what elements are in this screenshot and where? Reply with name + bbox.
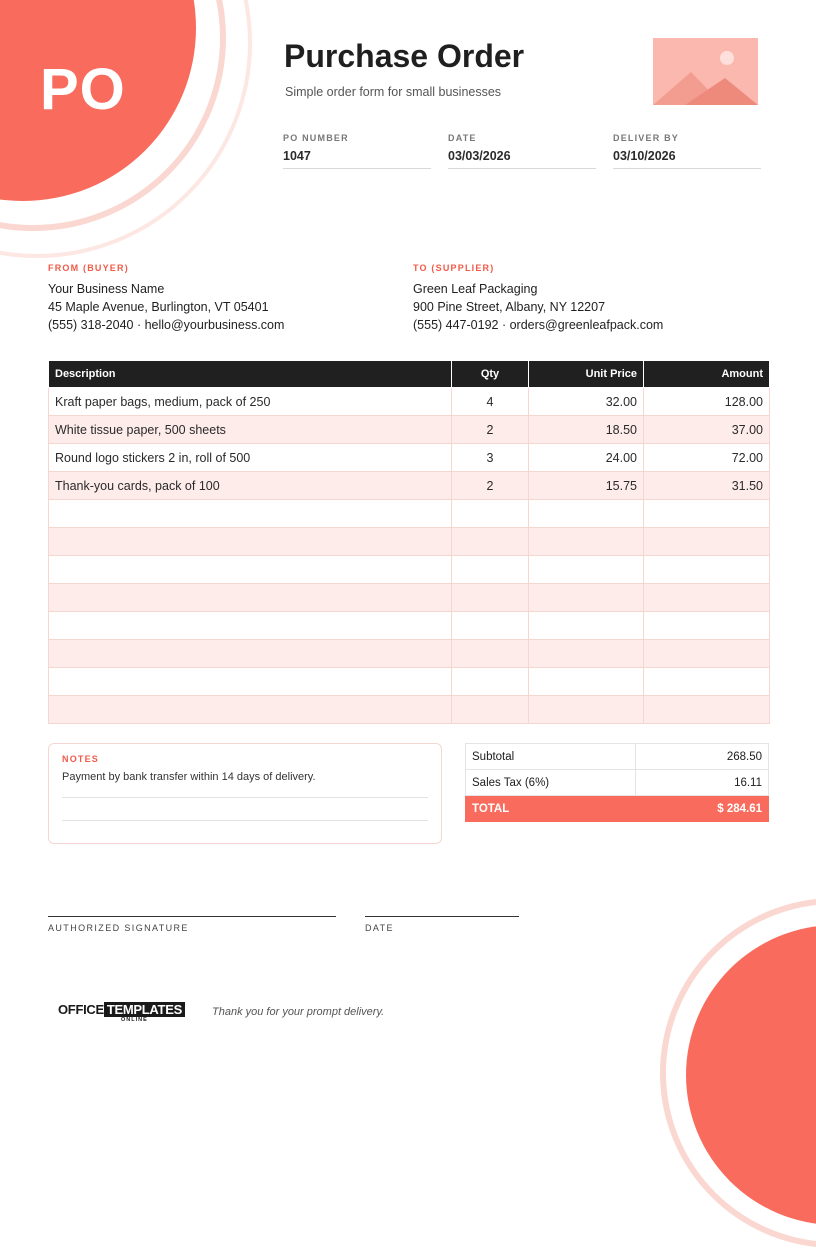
notes-text[interactable]: Payment by bank transfer within 14 days of delivery. bbox=[62, 771, 316, 783]
item-unit-price-cell[interactable]: 18.50 bbox=[529, 416, 644, 444]
page-subtitle: Simple order form for small businesses bbox=[285, 85, 502, 99]
logo-part-online: ONLINE bbox=[121, 1017, 148, 1023]
logo-part-templates: TEMPLATES bbox=[104, 1002, 185, 1017]
table-row bbox=[49, 640, 770, 668]
item-unit-price-cell[interactable]: 24.00 bbox=[529, 444, 644, 472]
item-qty-cell[interactable] bbox=[452, 584, 529, 612]
table-row bbox=[49, 388, 770, 416]
item-unit-price-cell[interactable] bbox=[529, 584, 644, 612]
supplier-contact[interactable]: (555) 447-0192 · orders@greenleafpack.com bbox=[413, 318, 664, 332]
item-qty-cell[interactable] bbox=[452, 640, 529, 668]
buyer-block bbox=[48, 263, 284, 334]
item-description-cell[interactable]: White tissue paper, 500 sheets bbox=[49, 416, 452, 444]
total-label: TOTAL bbox=[466, 796, 636, 822]
item-unit-price-cell[interactable]: 15.75 bbox=[529, 472, 644, 500]
item-unit-price-cell[interactable] bbox=[529, 612, 644, 640]
authorized-signature-line[interactable] bbox=[48, 916, 336, 933]
office-templates-logo bbox=[58, 1001, 185, 1023]
item-unit-price-cell[interactable] bbox=[529, 640, 644, 668]
item-qty-cell[interactable]: 3 bbox=[452, 444, 529, 472]
item-description-cell[interactable] bbox=[49, 500, 452, 528]
item-amount-cell[interactable]: 128.00 bbox=[644, 388, 770, 416]
buyer-name[interactable]: Your Business Name bbox=[48, 282, 165, 296]
item-amount-cell[interactable] bbox=[644, 500, 770, 528]
tax-value[interactable]: 16.11 bbox=[636, 770, 769, 796]
item-qty-cell[interactable] bbox=[452, 612, 529, 640]
po-number-value: 1047 bbox=[283, 149, 311, 163]
item-unit-price-cell[interactable] bbox=[529, 528, 644, 556]
item-amount-cell[interactable] bbox=[644, 696, 770, 724]
header-unit-price: Unit Price bbox=[529, 361, 644, 388]
table-row bbox=[49, 472, 770, 500]
item-description-cell[interactable] bbox=[49, 696, 452, 724]
item-unit-price-cell[interactable] bbox=[529, 668, 644, 696]
date-value: 03/03/2026 bbox=[448, 149, 511, 163]
table-row bbox=[49, 528, 770, 556]
deliver-by-label: DELIVER BY bbox=[613, 133, 680, 143]
item-amount-cell[interactable]: 72.00 bbox=[644, 444, 770, 472]
po-number-label: PO NUMBER bbox=[283, 133, 349, 143]
buyer-label: FROM (BUYER) bbox=[48, 263, 129, 273]
po-mark: PO bbox=[40, 57, 126, 122]
item-qty-cell[interactable]: 2 bbox=[452, 416, 529, 444]
item-description-cell[interactable] bbox=[49, 584, 452, 612]
tax-label: Sales Tax (6%) bbox=[466, 770, 636, 796]
item-amount-cell[interactable] bbox=[644, 668, 770, 696]
item-amount-cell[interactable] bbox=[644, 528, 770, 556]
total-row bbox=[466, 796, 769, 822]
item-unit-price-cell[interactable]: 32.00 bbox=[529, 388, 644, 416]
item-qty-cell[interactable]: 4 bbox=[452, 388, 529, 416]
item-qty-cell[interactable] bbox=[452, 696, 529, 724]
table-row bbox=[49, 584, 770, 612]
item-qty-cell[interactable] bbox=[452, 556, 529, 584]
totals-table bbox=[465, 743, 769, 822]
deliver-by-value: 03/10/2026 bbox=[613, 149, 676, 163]
logo-part-office: OFFICE bbox=[58, 1002, 104, 1017]
notes-label: NOTES bbox=[62, 754, 100, 764]
buyer-contact[interactable]: (555) 318-2040 · hello@yourbusiness.com bbox=[48, 318, 285, 332]
subtotal-value[interactable]: 268.50 bbox=[636, 744, 769, 770]
item-amount-cell[interactable] bbox=[644, 584, 770, 612]
item-amount-cell[interactable] bbox=[644, 612, 770, 640]
item-amount-cell[interactable] bbox=[644, 556, 770, 584]
tax-row bbox=[466, 770, 769, 796]
item-unit-price-cell[interactable] bbox=[529, 500, 644, 528]
item-description-cell[interactable] bbox=[49, 556, 452, 584]
supplier-label: TO (SUPPLIER) bbox=[413, 263, 495, 273]
table-row bbox=[49, 416, 770, 444]
supplier-address[interactable]: 900 Pine Street, Albany, NY 12207 bbox=[413, 300, 606, 314]
signature-date-label: DATE bbox=[365, 923, 394, 933]
item-description-cell[interactable] bbox=[49, 528, 452, 556]
footer-thanks: Thank you for your prompt delivery. bbox=[212, 1006, 385, 1018]
table-row bbox=[49, 696, 770, 724]
image-placeholder-icon[interactable] bbox=[653, 38, 758, 105]
item-description-cell[interactable]: Thank-you cards, pack of 100 bbox=[49, 472, 452, 500]
item-description-cell[interactable] bbox=[49, 668, 452, 696]
item-amount-cell[interactable]: 31.50 bbox=[644, 472, 770, 500]
signature-date-line[interactable] bbox=[365, 916, 519, 933]
supplier-name[interactable]: Green Leaf Packaging bbox=[413, 282, 538, 296]
item-unit-price-cell[interactable] bbox=[529, 556, 644, 584]
item-description-cell[interactable]: Kraft paper bags, medium, pack of 250 bbox=[49, 388, 452, 416]
authorized-signature-label: AUTHORIZED SIGNATURE bbox=[48, 923, 189, 933]
header-qty: Qty bbox=[452, 361, 529, 388]
table-row bbox=[49, 556, 770, 584]
supplier-block bbox=[413, 263, 663, 334]
table-row bbox=[49, 500, 770, 528]
deliver-by-field[interactable] bbox=[613, 133, 761, 169]
item-qty-cell[interactable] bbox=[452, 668, 529, 696]
notes-box[interactable] bbox=[48, 743, 442, 844]
item-qty-cell[interactable]: 2 bbox=[452, 472, 529, 500]
item-amount-cell[interactable] bbox=[644, 640, 770, 668]
items-table bbox=[48, 360, 770, 724]
item-qty-cell[interactable] bbox=[452, 528, 529, 556]
table-row bbox=[49, 668, 770, 696]
subtotal-row bbox=[466, 744, 769, 770]
item-description-cell[interactable]: Round logo stickers 2 in, roll of 500 bbox=[49, 444, 452, 472]
item-qty-cell[interactable] bbox=[452, 500, 529, 528]
page-title: Purchase Order bbox=[284, 38, 525, 74]
item-unit-price-cell[interactable] bbox=[529, 696, 644, 724]
table-row bbox=[49, 444, 770, 472]
po-number-field[interactable] bbox=[283, 133, 431, 169]
buyer-address[interactable]: 45 Maple Avenue, Burlington, VT 05401 bbox=[48, 300, 269, 314]
notes-line bbox=[62, 820, 428, 821]
item-description-cell[interactable] bbox=[49, 640, 452, 668]
total-value[interactable]: $ 284.61 bbox=[636, 796, 769, 822]
date-label: DATE bbox=[448, 133, 477, 143]
item-amount-cell[interactable]: 37.00 bbox=[644, 416, 770, 444]
items-header-row bbox=[49, 361, 770, 388]
subtotal-label: Subtotal bbox=[466, 744, 636, 770]
item-description-cell[interactable] bbox=[49, 612, 452, 640]
table-row bbox=[49, 612, 770, 640]
header-amount: Amount bbox=[644, 361, 770, 388]
header-description: Description bbox=[49, 361, 452, 388]
date-field[interactable] bbox=[448, 133, 596, 169]
notes-line bbox=[62, 797, 428, 798]
